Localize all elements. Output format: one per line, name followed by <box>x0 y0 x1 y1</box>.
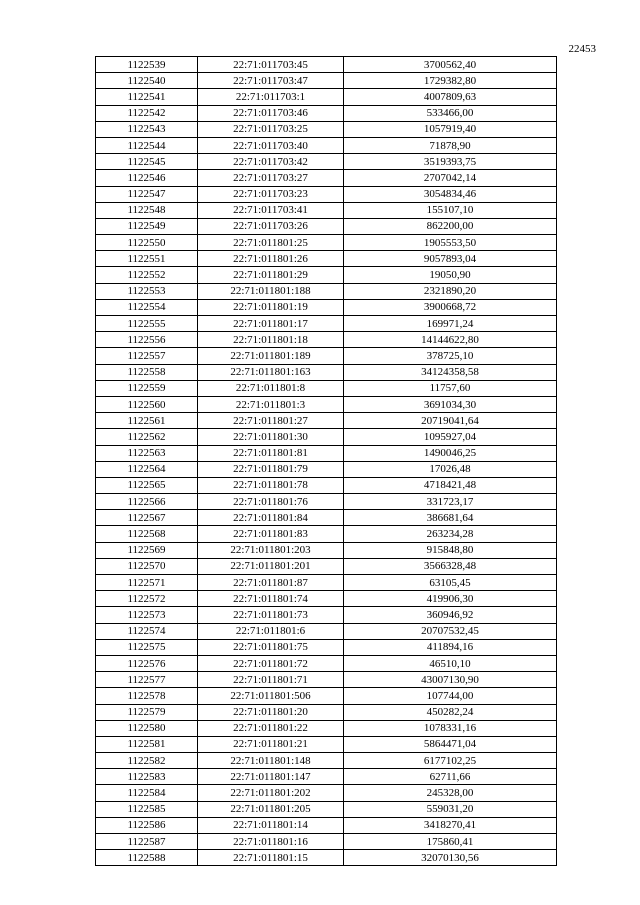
value-cell: 43007130,90 <box>344 672 557 688</box>
value-cell: 3054834,46 <box>344 186 557 202</box>
table-row <box>96 283 557 299</box>
cadastral-number-cell: 22:71:011801:18 <box>198 332 344 348</box>
cadastral-number-cell: 22:71:011703:41 <box>198 202 344 218</box>
cadastral-number-cell: 22:71:011801:3 <box>198 396 344 412</box>
table-row <box>96 850 557 866</box>
cadastral-number-cell: 22:71:011703:42 <box>198 154 344 170</box>
cadastral-number-cell: 22:71:011801:148 <box>198 753 344 769</box>
table-body <box>96 57 557 866</box>
row-id-cell: 1122543 <box>96 121 198 137</box>
value-cell: 419906,30 <box>344 591 557 607</box>
table-row <box>96 672 557 688</box>
value-cell: 1095927,04 <box>344 429 557 445</box>
row-id-cell: 1122568 <box>96 526 198 542</box>
cadastral-number-cell: 22:71:011801:6 <box>198 623 344 639</box>
value-cell: 32070130,56 <box>344 850 557 866</box>
cadastral-number-cell: 22:71:011801:84 <box>198 510 344 526</box>
page-number: 22453 <box>568 43 596 55</box>
cadastral-number-cell: 22:71:011703:27 <box>198 170 344 186</box>
table-row <box>96 251 557 267</box>
table-row <box>96 332 557 348</box>
value-cell: 20707532,45 <box>344 623 557 639</box>
cadastral-number-cell: 22:71:011703:40 <box>198 137 344 153</box>
row-id-cell: 1122570 <box>96 558 198 574</box>
table-row <box>96 429 557 445</box>
row-id-cell: 1122544 <box>96 137 198 153</box>
row-id-cell: 1122541 <box>96 89 198 105</box>
table-row <box>96 105 557 121</box>
value-cell: 4007809,63 <box>344 89 557 105</box>
cadastral-number-cell: 22:71:011801:15 <box>198 850 344 866</box>
cadastral-number-cell: 22:71:011801:21 <box>198 736 344 752</box>
cadastral-number-cell: 22:71:011801:202 <box>198 785 344 801</box>
value-cell: 169971,24 <box>344 316 557 332</box>
row-id-cell: 1122567 <box>96 510 198 526</box>
cadastral-number-cell: 22:71:011703:1 <box>198 89 344 105</box>
row-id-cell: 1122588 <box>96 850 198 866</box>
cadastral-number-cell: 22:71:011801:81 <box>198 445 344 461</box>
value-cell: 5864471,04 <box>344 736 557 752</box>
table-row <box>96 267 557 283</box>
cadastral-number-cell: 22:71:011801:75 <box>198 639 344 655</box>
table-row <box>96 445 557 461</box>
value-cell: 3519393,75 <box>344 154 557 170</box>
table-row <box>96 801 557 817</box>
cadastral-number-cell: 22:71:011801:189 <box>198 348 344 364</box>
table-row <box>96 299 557 315</box>
value-cell: 4718421,48 <box>344 477 557 493</box>
cadastral-number-cell: 22:71:011801:203 <box>198 542 344 558</box>
table-row <box>96 575 557 591</box>
row-id-cell: 1122579 <box>96 704 198 720</box>
cadastral-number-cell: 22:71:011801:26 <box>198 251 344 267</box>
table-row <box>96 477 557 493</box>
cadastral-number-cell: 22:71:011801:87 <box>198 575 344 591</box>
row-id-cell: 1122569 <box>96 542 198 558</box>
cadastral-number-cell: 22:71:011801:25 <box>198 235 344 251</box>
value-cell: 20719041,64 <box>344 413 557 429</box>
value-cell: 46510,10 <box>344 655 557 671</box>
row-id-cell: 1122551 <box>96 251 198 267</box>
cadastral-number-cell: 22:71:011801:72 <box>198 655 344 671</box>
value-cell: 533466,00 <box>344 105 557 121</box>
table-row <box>96 364 557 380</box>
table-row <box>96 639 557 655</box>
cadastral-number-cell: 22:71:011703:23 <box>198 186 344 202</box>
cadastral-number-cell: 22:71:011703:25 <box>198 121 344 137</box>
cadastral-number-cell: 22:71:011801:16 <box>198 834 344 850</box>
row-id-cell: 1122563 <box>96 445 198 461</box>
table-row <box>96 413 557 429</box>
row-id-cell: 1122571 <box>96 575 198 591</box>
value-cell: 2321890,20 <box>344 283 557 299</box>
cadastral-number-cell: 22:71:011801:147 <box>198 769 344 785</box>
table-row <box>96 235 557 251</box>
table-row <box>96 494 557 510</box>
table-row <box>96 348 557 364</box>
value-cell: 411894,16 <box>344 639 557 655</box>
row-id-cell: 1122540 <box>96 73 198 89</box>
row-id-cell: 1122585 <box>96 801 198 817</box>
table-row <box>96 542 557 558</box>
value-cell: 3900668,72 <box>344 299 557 315</box>
cadastral-number-cell: 22:71:011703:46 <box>198 105 344 121</box>
cadastral-number-cell: 22:71:011801:20 <box>198 704 344 720</box>
table-row <box>96 137 557 153</box>
table-row <box>96 170 557 186</box>
value-cell: 71878,90 <box>344 137 557 153</box>
table-row <box>96 817 557 833</box>
table-row <box>96 526 557 542</box>
value-cell: 11757,60 <box>344 380 557 396</box>
table-row <box>96 607 557 623</box>
cadastral-number-cell: 22:71:011801:30 <box>198 429 344 445</box>
cadastral-number-cell: 22:71:011801:27 <box>198 413 344 429</box>
value-cell: 450282,24 <box>344 704 557 720</box>
cadastral-number-cell: 22:71:011801:14 <box>198 817 344 833</box>
table-row <box>96 591 557 607</box>
table-row <box>96 316 557 332</box>
cadastral-number-cell: 22:71:011801:163 <box>198 364 344 380</box>
value-cell: 17026,48 <box>344 461 557 477</box>
row-id-cell: 1122573 <box>96 607 198 623</box>
table-row <box>96 720 557 736</box>
value-cell: 107744,00 <box>344 688 557 704</box>
value-cell: 62711,66 <box>344 769 557 785</box>
cadastral-number-cell: 22:71:011801:83 <box>198 526 344 542</box>
value-cell: 14144622,80 <box>344 332 557 348</box>
value-cell: 360946,92 <box>344 607 557 623</box>
row-id-cell: 1122572 <box>96 591 198 607</box>
value-cell: 559031,20 <box>344 801 557 817</box>
row-id-cell: 1122576 <box>96 655 198 671</box>
value-cell: 1078331,16 <box>344 720 557 736</box>
value-cell: 862200,00 <box>344 218 557 234</box>
row-id-cell: 1122560 <box>96 396 198 412</box>
row-id-cell: 1122581 <box>96 736 198 752</box>
cadastral-number-cell: 22:71:011801:19 <box>198 299 344 315</box>
row-id-cell: 1122557 <box>96 348 198 364</box>
row-id-cell: 1122542 <box>96 105 198 121</box>
value-cell: 6177102,25 <box>344 753 557 769</box>
row-id-cell: 1122546 <box>96 170 198 186</box>
value-cell: 3691034,30 <box>344 396 557 412</box>
cadastral-number-cell: 22:71:011801:506 <box>198 688 344 704</box>
cadastral-number-cell: 22:71:011801:76 <box>198 494 344 510</box>
row-id-cell: 1122562 <box>96 429 198 445</box>
table-row <box>96 753 557 769</box>
value-cell: 245328,00 <box>344 785 557 801</box>
table-row <box>96 688 557 704</box>
row-id-cell: 1122545 <box>96 154 198 170</box>
cadastral-number-cell: 22:71:011801:74 <box>198 591 344 607</box>
table-row <box>96 73 557 89</box>
value-cell: 1729382,80 <box>344 73 557 89</box>
table-row <box>96 218 557 234</box>
row-id-cell: 1122558 <box>96 364 198 380</box>
table-row <box>96 380 557 396</box>
table-row <box>96 57 557 73</box>
cadastral-number-cell: 22:71:011801:29 <box>198 267 344 283</box>
value-cell: 19050,90 <box>344 267 557 283</box>
value-cell: 155107,10 <box>344 202 557 218</box>
value-cell: 175860,41 <box>344 834 557 850</box>
value-cell: 3700562,40 <box>344 57 557 73</box>
row-id-cell: 1122553 <box>96 283 198 299</box>
table-row <box>96 785 557 801</box>
row-id-cell: 1122582 <box>96 753 198 769</box>
row-id-cell: 1122586 <box>96 817 198 833</box>
cadastral-number-cell: 22:71:011703:26 <box>198 218 344 234</box>
cadastral-number-cell: 22:71:011801:22 <box>198 720 344 736</box>
table-row <box>96 510 557 526</box>
table-row <box>96 202 557 218</box>
row-id-cell: 1122574 <box>96 623 198 639</box>
row-id-cell: 1122587 <box>96 834 198 850</box>
value-cell: 378725,10 <box>344 348 557 364</box>
value-cell: 34124358,58 <box>344 364 557 380</box>
row-id-cell: 1122564 <box>96 461 198 477</box>
row-id-cell: 1122577 <box>96 672 198 688</box>
cadastral-number-cell: 22:71:011801:188 <box>198 283 344 299</box>
value-cell: 331723,17 <box>344 494 557 510</box>
value-cell: 63105,45 <box>344 575 557 591</box>
table-row <box>96 121 557 137</box>
cadastral-number-cell: 22:71:011801:17 <box>198 316 344 332</box>
value-cell: 9057893,04 <box>344 251 557 267</box>
cadastral-number-cell: 22:71:011703:45 <box>198 57 344 73</box>
table-row <box>96 655 557 671</box>
cadastral-number-cell: 22:71:011801:205 <box>198 801 344 817</box>
row-id-cell: 1122549 <box>96 218 198 234</box>
value-cell: 386681,64 <box>344 510 557 526</box>
value-cell: 1490046,25 <box>344 445 557 461</box>
cadastral-number-cell: 22:71:011801:73 <box>198 607 344 623</box>
cadastral-number-cell: 22:71:011801:78 <box>198 477 344 493</box>
row-id-cell: 1122550 <box>96 235 198 251</box>
cadastral-number-cell: 22:71:011801:71 <box>198 672 344 688</box>
table-row <box>96 834 557 850</box>
cadastral-number-cell: 22:71:011801:8 <box>198 380 344 396</box>
table-row <box>96 89 557 105</box>
value-cell: 1905553,50 <box>344 235 557 251</box>
row-id-cell: 1122554 <box>96 299 198 315</box>
value-cell: 3566328,48 <box>344 558 557 574</box>
value-cell: 915848,80 <box>344 542 557 558</box>
row-id-cell: 1122555 <box>96 316 198 332</box>
row-id-cell: 1122565 <box>96 477 198 493</box>
row-id-cell: 1122583 <box>96 769 198 785</box>
cadastral-number-cell: 22:71:011801:79 <box>198 461 344 477</box>
row-id-cell: 1122584 <box>96 785 198 801</box>
row-id-cell: 1122548 <box>96 202 198 218</box>
row-id-cell: 1122561 <box>96 413 198 429</box>
table-row <box>96 558 557 574</box>
table-row <box>96 461 557 477</box>
data-table <box>95 56 557 866</box>
table-row <box>96 769 557 785</box>
row-id-cell: 1122556 <box>96 332 198 348</box>
value-cell: 1057919,40 <box>344 121 557 137</box>
row-id-cell: 1122559 <box>96 380 198 396</box>
row-id-cell: 1122552 <box>96 267 198 283</box>
row-id-cell: 1122547 <box>96 186 198 202</box>
row-id-cell: 1122578 <box>96 688 198 704</box>
row-id-cell: 1122566 <box>96 494 198 510</box>
cadastral-number-cell: 22:71:011703:47 <box>198 73 344 89</box>
table-row <box>96 186 557 202</box>
value-cell: 2707042,14 <box>344 170 557 186</box>
table-row <box>96 154 557 170</box>
row-id-cell: 1122580 <box>96 720 198 736</box>
table-row <box>96 396 557 412</box>
row-id-cell: 1122575 <box>96 639 198 655</box>
table-row <box>96 736 557 752</box>
table-row <box>96 704 557 720</box>
row-id-cell: 1122539 <box>96 57 198 73</box>
cadastral-number-cell: 22:71:011801:201 <box>198 558 344 574</box>
value-cell: 263234,28 <box>344 526 557 542</box>
table-row <box>96 623 557 639</box>
value-cell: 3418270,41 <box>344 817 557 833</box>
